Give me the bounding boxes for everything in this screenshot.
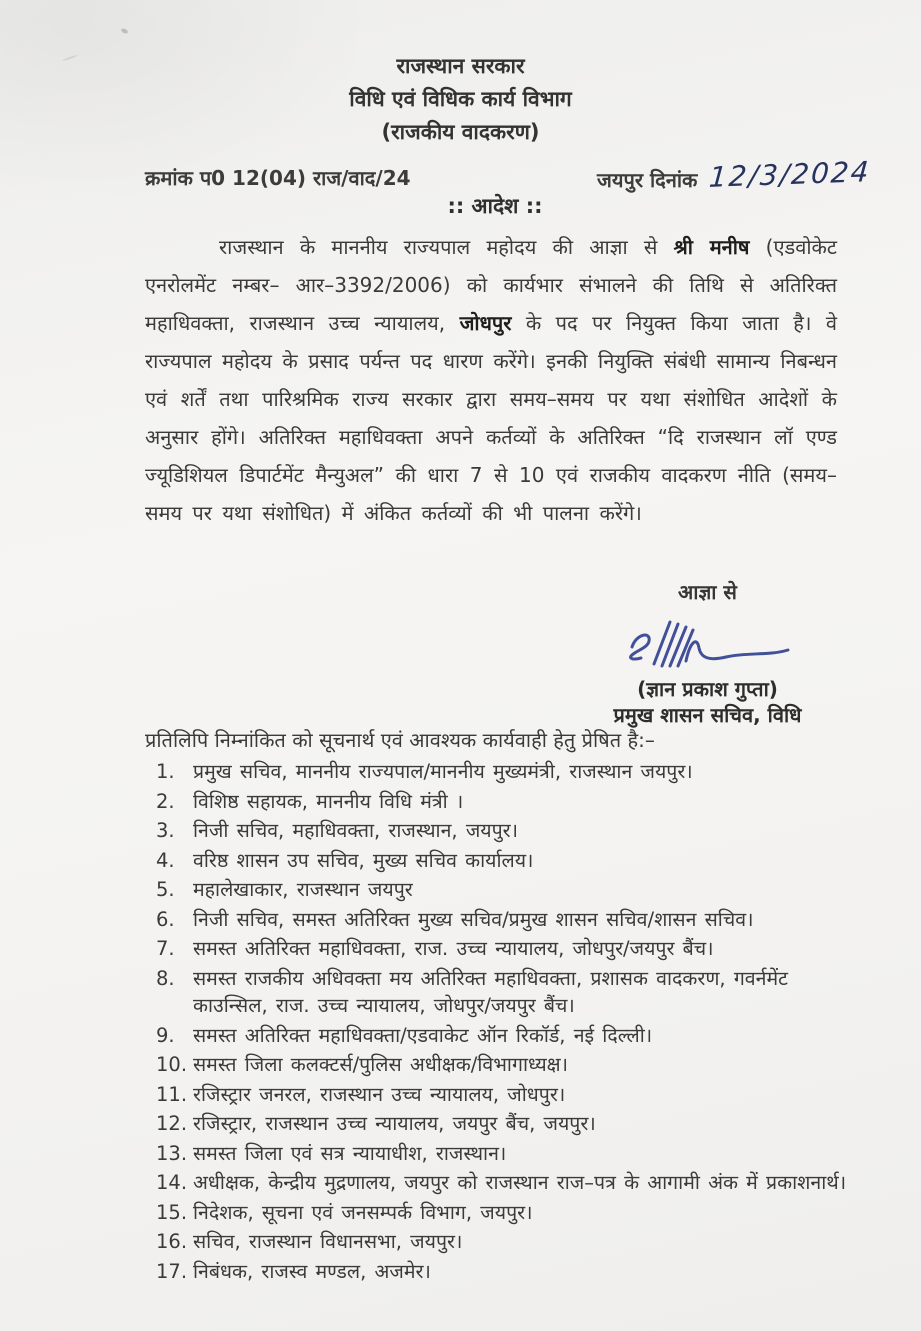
copy-list-item-number: 13. xyxy=(156,1141,188,1165)
copy-list-item-text: निबंधक, राजस्व मण्डल, अजमेर। xyxy=(193,1259,431,1283)
copy-list-item-text: समस्त जिला कलक्टर्स/पुलिस अधीक्षक/विभागाध्यक्ष। xyxy=(193,1053,569,1076)
copy-list-item xyxy=(156,1258,856,1286)
copy-list-item-number: 9. xyxy=(156,1023,175,1047)
handwritten-date: 12/3/2024 xyxy=(708,155,873,194)
appointee-name: श्री मनीष xyxy=(673,235,750,259)
copy-list-item-text: निजी सचिव, महाधिवक्ता, राजस्थान, जयपुर। xyxy=(193,819,519,842)
copy-list-item xyxy=(156,1228,856,1256)
copy-list-item xyxy=(156,847,856,875)
copy-list-item xyxy=(156,906,856,934)
copy-list-item-text: प्रमुख सचिव, माननीय राज्यपाल/माननीय मुख्यमंत्री, राजस्थान जयपुर। xyxy=(193,760,693,783)
copy-list-item-number: 10. xyxy=(156,1053,188,1076)
signature-block xyxy=(575,578,840,728)
copy-list-item-number: 15. xyxy=(156,1200,188,1224)
para-text-segment: के पद पर नियुक्त किया जाता है। वे राज्यपाल महोदय के प्रसाद पर्यन्त पद धारण करेंगे। इनकी नियुक्ति संबंधी सामान्य निबन्धन एवं शर्तें तथा पारिश्रमिक राज्य सरकार द्वारा समय–समय पर यथा संशोधित आदेशों के अनुसार होंगे। अतिरिक्त महाधिवक्ता अपने कर्तव्यों के अतिरिक्त “दि राजस्थान लॉ एण्ड ज्यूडिशियल डिपार्टमेंट मैन्युअल” की धारा 7 से 10 एवं राजकीय वादकरण नीति (समय–समय पर यथा संशोधित) में अंकित कर्तव्यों की भी पालना करेंगे। xyxy=(145,311,838,525)
copy-list-item-number: 8. xyxy=(156,966,175,990)
copy-list-item xyxy=(156,788,856,816)
signature-scribble-icon xyxy=(618,615,798,673)
place-date-label: जयपुर दिनांक xyxy=(597,168,698,192)
section-title: (राजकीय वादकरण) xyxy=(381,120,540,144)
copy-list-item xyxy=(156,1169,856,1197)
order-body-paragraph xyxy=(145,228,837,532)
signatory-name: (ज्ञान प्रकाश गुप्ता) xyxy=(637,677,778,701)
copy-list-item xyxy=(156,935,856,963)
reference-number: क्रमांक प0 12(04) राज/वाद/24 xyxy=(145,166,411,190)
copy-list-item-number: 4. xyxy=(156,848,175,872)
copy-list-item-text: समस्त अतिरिक्त महाधिवक्ता, राज. उच्च न्यायालय, जोधपुर/जयपुर बैंच। xyxy=(193,937,714,960)
copy-list-item-text: निजी सचिव, समस्त अतिरिक्त मुख्य सचिव/प्रमुख शासन सचिव/शासन सचिव। xyxy=(193,907,754,931)
copy-list-item xyxy=(156,1051,856,1079)
copy-list-item-number: 11. xyxy=(156,1082,188,1106)
copy-list-item-text: सचिव, राजस्थान विधानसभा, जयपुर। xyxy=(193,1230,463,1253)
copy-list-item-number: 1. xyxy=(156,760,175,783)
copy-list-item-text: समस्त जिला एवं सत्र न्यायाधीश, राजस्थान। xyxy=(193,1141,507,1165)
copy-list-item xyxy=(156,1140,856,1168)
copy-list-item xyxy=(156,876,856,904)
copy-list-item xyxy=(156,817,856,845)
copy-list-item-number: 6. xyxy=(156,907,175,931)
copy-list-item-text: महालेखाकार, राजस्थान जयपुर xyxy=(193,878,413,901)
letterhead xyxy=(0,50,921,149)
copy-list-item-number: 14. xyxy=(156,1171,188,1194)
copy-list-item-number: 5. xyxy=(156,878,175,901)
copy-list-item-text: निदेशक, सूचना एवं जनसम्पर्क विभाग, जयपुर। xyxy=(193,1200,533,1224)
copy-list-item-number: 12. xyxy=(156,1112,188,1135)
copy-list xyxy=(156,758,856,1287)
copy-list-item-number: 2. xyxy=(156,789,175,813)
copy-list-item xyxy=(156,965,856,1020)
copy-list-item-text: रजिस्ट्रार जनरल, राजस्थान उच्च न्यायालय, जोधपुर। xyxy=(193,1082,566,1106)
copy-list-item-text: विशिष्ठ सहायक, माननीय विधि मंत्री । xyxy=(193,789,464,813)
signatory-designation: प्रमुख शासन सचिव, विधि xyxy=(613,703,802,727)
by-order-label: आज्ञा से xyxy=(678,580,737,604)
copy-list-item xyxy=(156,1022,856,1050)
copy-list-item xyxy=(156,758,856,786)
copy-list-item-text: समस्त राजकीय अधिवक्ता मय अतिरिक्त महाधिवक्ता, प्रशासक वादकरण, गवर्नमेंट काउन्सिल, राज. उच्च न्यायालय, जोधपुर/जयपुर बैंच। xyxy=(193,966,788,1017)
copy-list-item-text: समस्त अतिरिक्त महाधिवक्ता/एडवाकेट ऑन रिकॉर्ड, नई दिल्ली। xyxy=(193,1023,653,1047)
copy-list-item-number: 17. xyxy=(156,1259,188,1283)
copy-list-item-text: रजिस्ट्रार, राजस्थान उच्च न्यायालय, जयपुर बैंच, जयपुर। xyxy=(193,1112,596,1135)
org-title: राजस्थान सरकार xyxy=(396,54,525,78)
para-text-segment: राजस्थान के माननीय राज्यपाल महोदय की आज्ञा से xyxy=(219,235,674,259)
copy-list-item xyxy=(156,1110,856,1138)
para-text-segment: (एडवोकेट एनरोलमेंट नम्बर– आर–3392/2006) को कार्यभार संभालने की तिथि से अतिरिक्त महाधिवक्ता, राजस्थान उच्च न्यायालय, xyxy=(145,235,837,335)
order-heading: :: आदेश :: xyxy=(447,194,543,218)
copy-list-item xyxy=(156,1081,856,1109)
copy-list-item-number: 3. xyxy=(156,819,175,842)
copy-list-item-text: वरिष्ठ शासन उप सचिव, मुख्य सचिव कार्यालय। xyxy=(193,848,534,872)
reference-row xyxy=(145,155,873,194)
copy-list-intro: प्रतिलिपि निम्नांकित को सूचनार्थ एवं आवश्यक कार्यवाही हेतु प्रेषित है:– xyxy=(145,728,655,752)
department-title: विधि एवं विधिक कार्य विभाग xyxy=(349,87,572,111)
post-location: जोधपुर xyxy=(459,311,512,335)
copy-list-item-number: 16. xyxy=(156,1230,188,1253)
copy-list-item xyxy=(156,1199,856,1227)
copy-list-item-number: 7. xyxy=(156,937,175,960)
copy-list-item-text: अधीक्षक, केन्द्रीय मुद्रणालय, जयपुर को राजस्थान राज–पत्र के आगामी अंक में प्रकाशनार्थ। xyxy=(193,1171,847,1194)
place-date xyxy=(597,155,873,194)
scan-speck xyxy=(120,28,128,35)
